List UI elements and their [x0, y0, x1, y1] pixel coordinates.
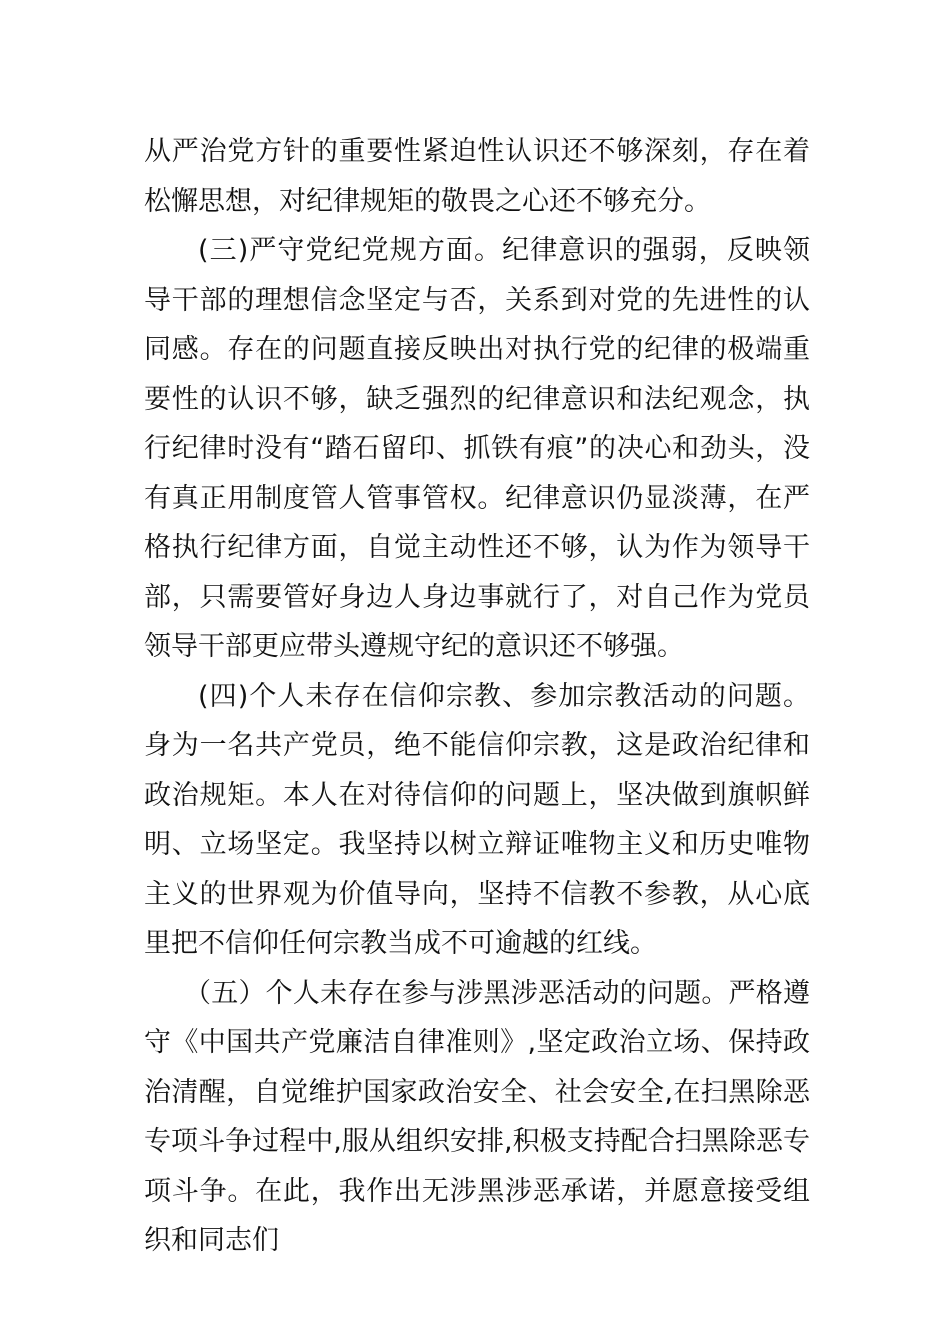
paragraph-continuation: 从严治党方针的重要性紧迫性认识还不够深刻，存在着松懈思想，对纪律规矩的敬畏之心还不够充分。 — [144, 136, 810, 217]
paragraph-section-three: (三)严守党纪党规方面。纪律意识的强弱，反映领导干部的理想信念坚定与否，关系到对党的先进性的认同感。存在的问题直接反映出对执行党的纪律的极端重要性的认识不够，缺乏强烈的纪律意识和法纪观念，执行纪律时没有“踏石留印、抓铁有痕”的决心和劲头，没有真正用制度管人管事管权。纪律意识仍显淡薄，在严格执行纪律方面，自觉主动性还不够，认为作为领导干部，只需要管好身边人身边事就行了，对自己作为党员领导干部更应带头遵规守纪的意识还不够强。 — [144, 235, 810, 662]
document-body — [144, 127, 810, 1266]
paragraph-section-four: (四)个人未存在信仰宗教、参加宗教活动的问题。身为一名共产党员，绝不能信仰宗教，这是政治纪律和政治规矩。本人在对待信仰的问题上，坚决做到旗帜鲜明、立场坚定。我坚持以树立辩证唯物主义和历史唯物主义的世界观为价值导向，坚持不信教不参教，从心底里把不信仰任何宗教当成不可逾越的红线。 — [144, 680, 810, 959]
paragraph-section-five: （五）个人未存在参与涉黑涉恶活动的问题。严格遵守《中国共产党廉洁自律准则》,坚定政治立场、保持政治清醒，自觉维护国家政治安全、社会安全,在扫黑除恶专项斗争过程中,服从组织安排,积极支持配合扫黑除恶专项斗争。在此，我作出无涉黑涉恶承诺，并愿意接受组织和同志们 — [144, 977, 810, 1256]
